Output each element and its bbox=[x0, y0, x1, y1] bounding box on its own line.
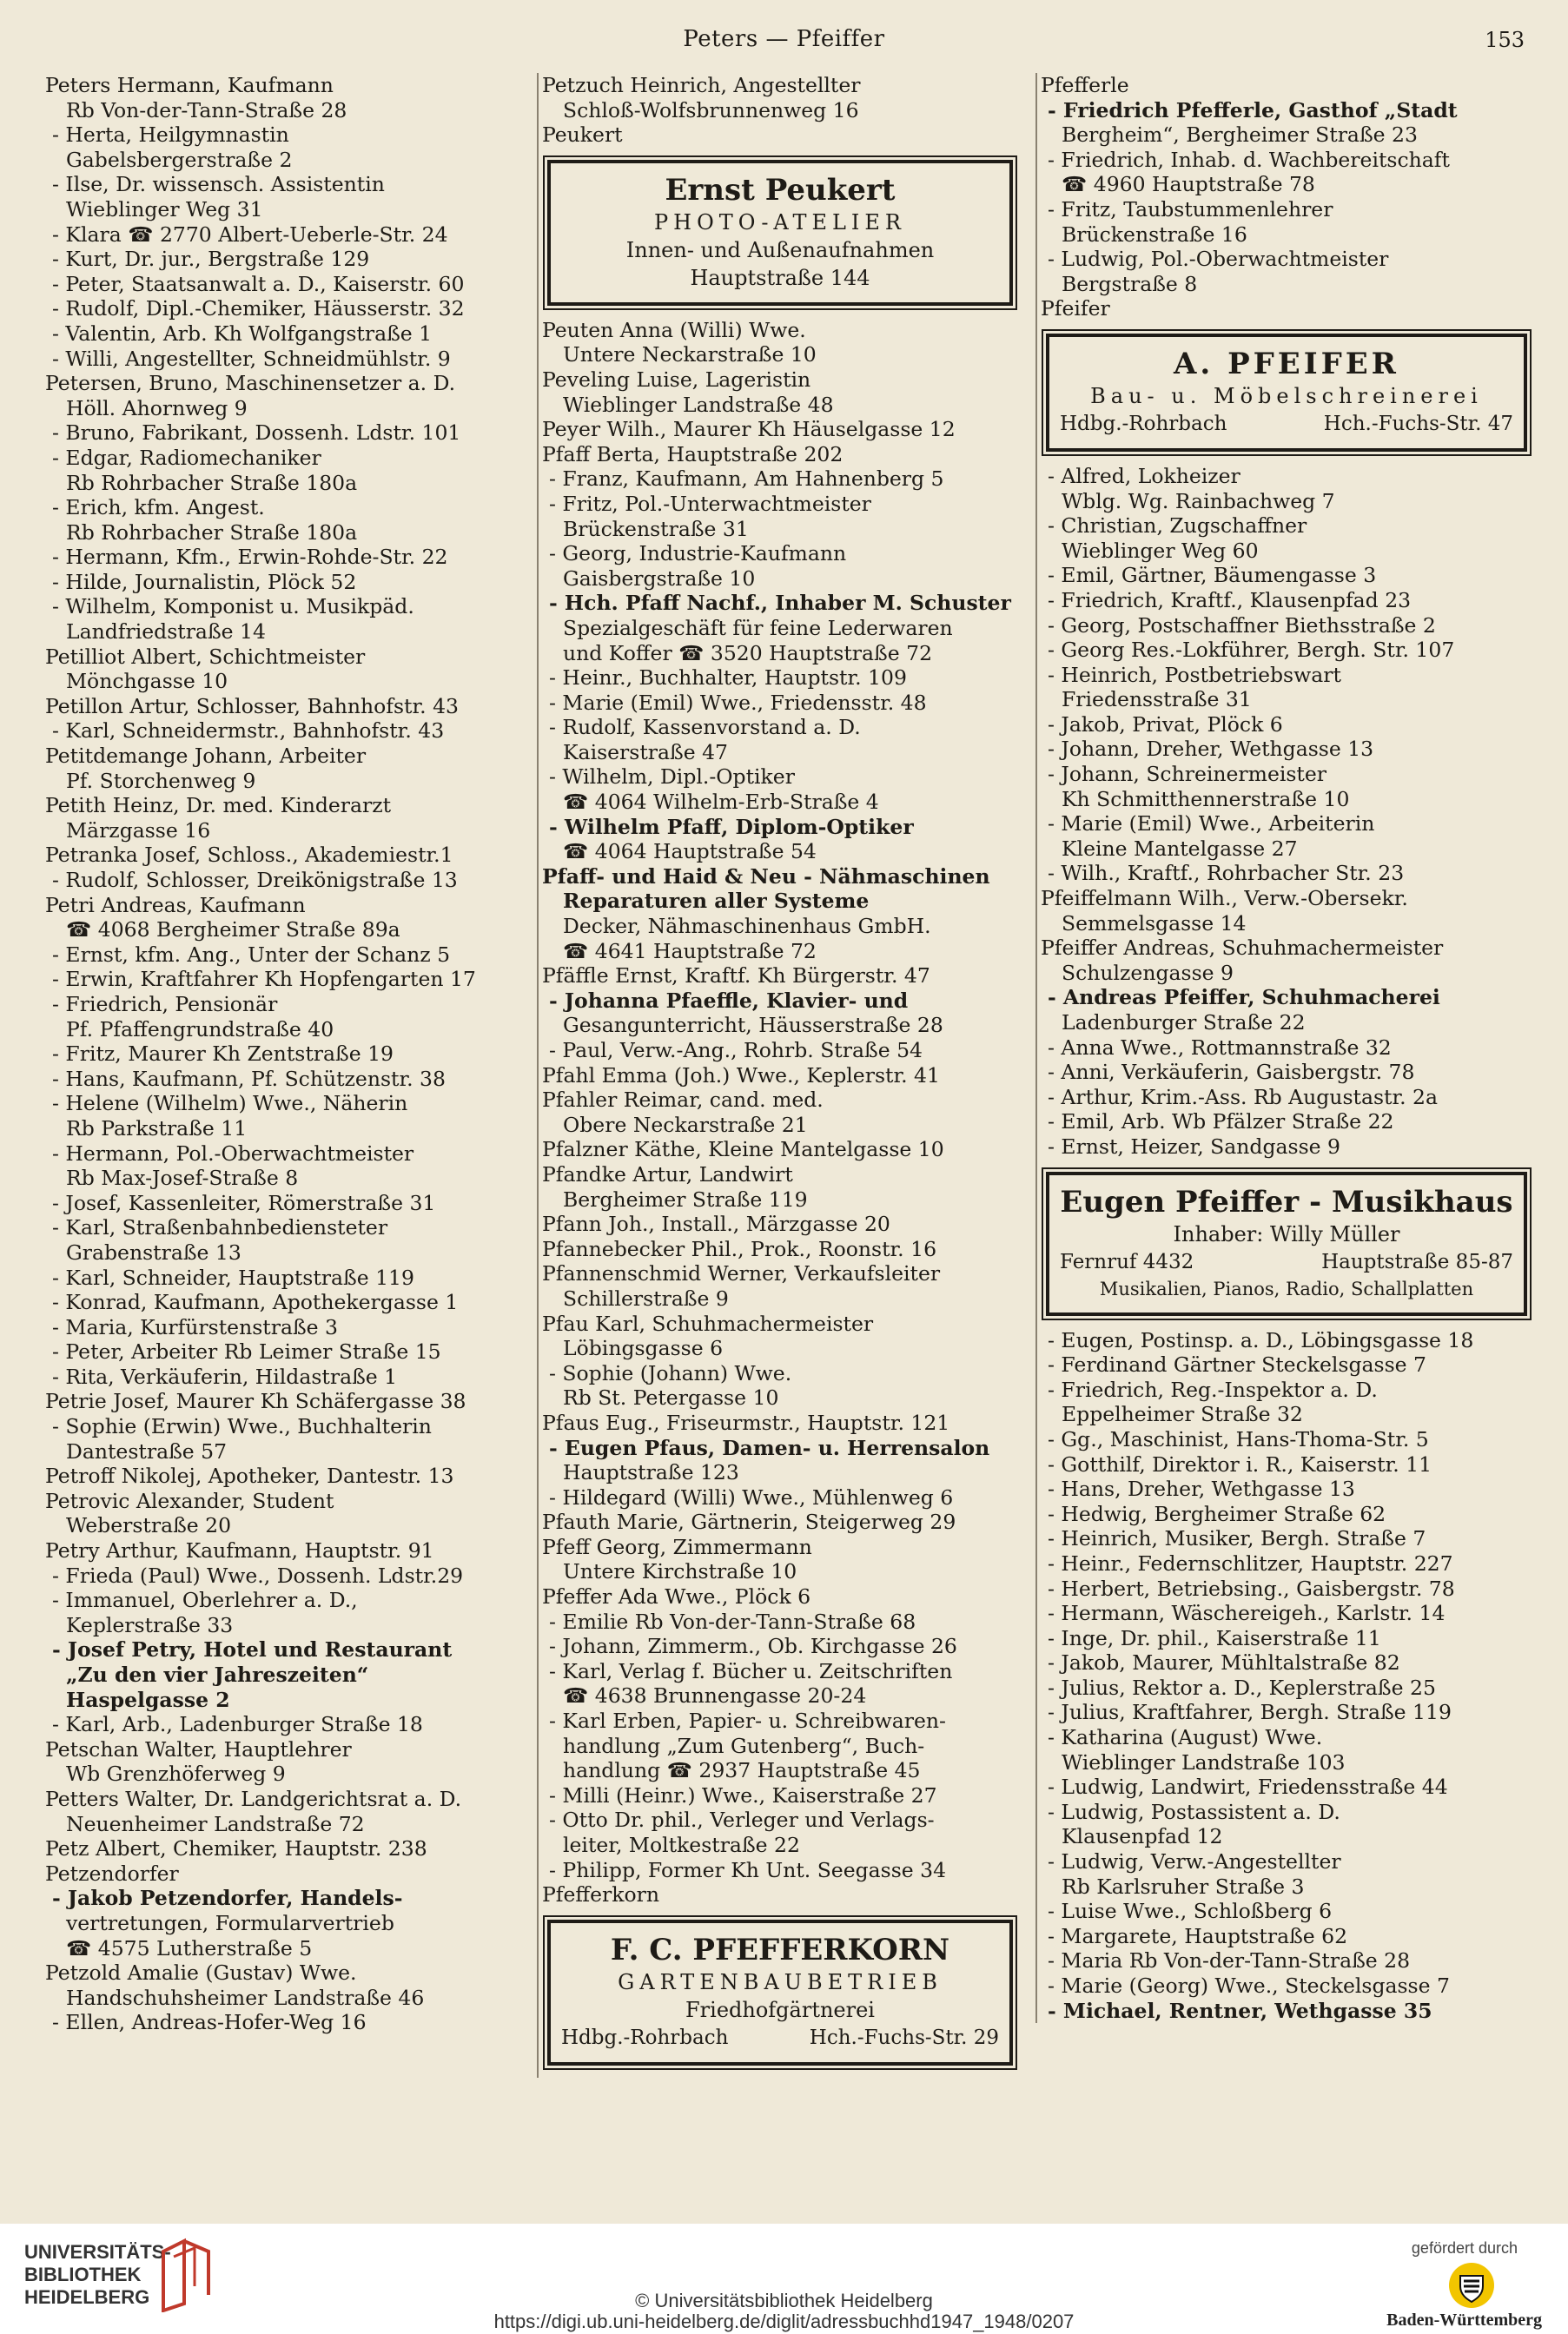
directory-entry: - Heinrich, Postbetriebswart bbox=[1048, 662, 1341, 687]
directory-entry: - Rita, Verkäuferin, Hildastraße 1 bbox=[52, 1364, 398, 1389]
directory-entry: - Herta, Heilgymnastin bbox=[52, 122, 289, 148]
directory-entry-continuation: Ladenburger Straße 22 bbox=[1062, 1010, 1306, 1035]
directory-entry: - Sophie (Erwin) Wwe., Buchhalterin bbox=[52, 1414, 432, 1439]
advertisement-address-part: Hdbg.-Rohrbach bbox=[561, 2026, 729, 2049]
directory-entry-continuation: Kh Schmitthennerstraße 10 bbox=[1062, 786, 1350, 811]
directory-entry-continuation: Bergstraße 8 bbox=[1062, 271, 1198, 296]
directory-entry-continuation: Hauptstraße 123 bbox=[563, 1460, 739, 1485]
directory-entry: Petroff Nikolej, Apotheker, Dantestr. 13 bbox=[45, 1464, 454, 1489]
advertisement-title: Ernst Peukert bbox=[665, 172, 896, 208]
directory-entry: Pfahler Reimar, cand. med. bbox=[542, 1088, 824, 1113]
directory-entry: - Jakob, Maurer, Mühltalstraße 82 bbox=[1048, 1650, 1400, 1676]
directory-entry: - Hch. Pfaff Nachf., Inhaber M. Schuster bbox=[549, 591, 1011, 616]
directory-entry: Petz Albert, Chemiker, Hauptstr. 238 bbox=[45, 1836, 427, 1861]
directory-entry-continuation: Wieblinger Weg 31 bbox=[66, 196, 263, 221]
directory-entry: - Ernst, kfm. Ang., Unter der Schanz 5 bbox=[52, 942, 451, 967]
directory-entry: Pfannenschmid Werner, Verkaufsleiter bbox=[542, 1261, 941, 1286]
directory-entry: - Erich, kfm. Angest. bbox=[52, 495, 265, 520]
directory-entry: - Emilie Rb Von-der-Tann-Straße 68 bbox=[549, 1609, 916, 1634]
directory-entry-continuation: ☎ 4064 Hauptstraße 54 bbox=[563, 839, 817, 864]
directory-entry: - Valentin, Arb. Kh Wolfgangstraße 1 bbox=[52, 321, 433, 346]
directory-entry-continuation: Friedensstraße 31 bbox=[1062, 687, 1252, 712]
directory-entry-continuation: Rb Parkstraße 11 bbox=[66, 1115, 248, 1141]
directory-entry-continuation: Gabelsbergerstraße 2 bbox=[66, 147, 293, 172]
directory-entry: Pfeff Georg, Zimmermann bbox=[542, 1534, 812, 1559]
directory-entry: - Marie (Emil) Wwe., Arbeiterin bbox=[1048, 811, 1375, 836]
directory-entry: Petry Arthur, Kaufmann, Hauptstr. 91 bbox=[45, 1538, 434, 1564]
directory-entry-continuation: Pf. Storchenweg 9 bbox=[66, 768, 256, 793]
directory-entry: Pfeiffelmann Wilh., Verw.-Obersekr. bbox=[1041, 886, 1408, 911]
directory-entry: - Wilhelm, Komponist u. Musikpäd. bbox=[52, 594, 414, 619]
directory-entry: - Emil, Gärtner, Bäumengasse 3 bbox=[1048, 563, 1377, 588]
directory-entry: - Rudolf, Dipl.-Chemiker, Häusserstr. 32 bbox=[52, 296, 465, 321]
directory-entry-continuation: Untere Neckarstraße 10 bbox=[563, 342, 817, 367]
directory-entry-continuation: Gaisbergstraße 10 bbox=[563, 565, 756, 591]
directory-entry: - Hermann, Wäschereigeh., Karlstr. 14 bbox=[1048, 1601, 1446, 1626]
directory-entry: Peukert bbox=[542, 122, 623, 148]
directory-entry: - Erwin, Kraftfahrer Kh Hopfengarten 17 bbox=[52, 967, 476, 992]
directory-entry: Pfaff- und Haid & Neu - Nähmaschinen bbox=[542, 863, 990, 889]
directory-entry: - Ellen, Andreas-Hofer-Weg 16 bbox=[52, 2010, 367, 2035]
directory-entry: - Karl Erben, Papier- u. Schreibwaren- bbox=[549, 1709, 946, 1734]
directory-entry: - Konrad, Kaufmann, Apothekergasse 1 bbox=[52, 1290, 459, 1315]
directory-entry: - Georg, Industrie-Kaufmann bbox=[549, 541, 847, 566]
directory-column-3 bbox=[1035, 73, 1532, 2023]
page-number: 153 bbox=[1485, 28, 1525, 52]
directory-entry: Pfefferkorn bbox=[542, 1882, 660, 1908]
directory-entry: - Heinr., Federnschlitzer, Hauptstr. 227 bbox=[1048, 1550, 1453, 1576]
directory-entry: - Karl, Arb., Ladenburger Straße 18 bbox=[52, 1712, 423, 1737]
directory-entry: - Helene (Wilhelm) Wwe., Näherin bbox=[52, 1091, 408, 1116]
directory-entry: - Friedrich, Kraftf., Klausenpfad 23 bbox=[1048, 587, 1412, 612]
directory-entry-continuation: Brückenstraße 16 bbox=[1062, 221, 1247, 247]
directory-entry: - Andreas Pfeiffer, Schuhmacherei bbox=[1048, 985, 1440, 1010]
directory-entry: - Gotthilf, Direktor i. R., Kaiserstr. 11 bbox=[1048, 1451, 1432, 1477]
directory-entry-continuation: Mönchgasse 10 bbox=[66, 669, 228, 694]
directory-entry: - Rudolf, Schlosser, Dreikönigstraße 13 bbox=[52, 868, 458, 892]
directory-entry-continuation: handlung ☎ 2937 Hauptstraße 45 bbox=[563, 1758, 921, 1783]
directory-entry: - Hermann, Kfm., Erwin-Rohde-Str. 22 bbox=[52, 545, 448, 570]
directory-entry: - Kurt, Dr. jur., Bergstraße 129 bbox=[52, 247, 370, 272]
directory-entry: - Wilhelm Pfaff, Diplom-Optiker bbox=[549, 814, 914, 839]
directory-entry: - Luise Wwe., Schloßberg 6 bbox=[1048, 1899, 1333, 1924]
directory-entry-continuation: Neuenheimer Landstraße 72 bbox=[66, 1811, 365, 1836]
directory-entry: Pfauth Marie, Gärtnerin, Steigerweg 29 bbox=[542, 1510, 956, 1535]
directory-entry-continuation: Schillerstraße 9 bbox=[563, 1286, 729, 1311]
footer-bar bbox=[0, 2224, 1568, 2334]
advertisement-line: PHOTO-ATELIER bbox=[654, 209, 906, 235]
directory-entry-continuation: Decker, Nähmaschinenhaus GmbH. bbox=[563, 914, 931, 939]
directory-entry: - Fritz, Maurer Kh Zentstraße 19 bbox=[52, 1041, 394, 1067]
directory-entry: - Herbert, Betriebsing., Gaisbergstr. 78 bbox=[1048, 1576, 1455, 1601]
directory-entry: - Josef, Kassenleiter, Römerstraße 31 bbox=[52, 1190, 436, 1215]
directory-entry: - Karl, Verlag f. Bücher u. Zeitschriften bbox=[549, 1658, 953, 1683]
directory-entry: Petrie Josef, Maurer Kh Schäfergasse 38 bbox=[45, 1389, 466, 1414]
state-coat-of-arms-icon[interactable] bbox=[1448, 2262, 1495, 2309]
directory-entry-continuation: Wieblinger Landstraße 48 bbox=[563, 392, 834, 417]
directory-entry: - Emil, Arb. Wb Pfälzer Straße 22 bbox=[1048, 1109, 1394, 1134]
library-logo-line: HEIDELBERG bbox=[24, 2286, 150, 2308]
directory-entry: - Frieda (Paul) Wwe., Dossenh. Ldstr.29 bbox=[52, 1563, 464, 1588]
directory-entry: Peyer Wilh., Maurer Kh Häuselgasse 12 bbox=[542, 417, 956, 442]
directory-entry-continuation: Schloß-Wolfsbrunnenweg 16 bbox=[563, 97, 859, 122]
directory-entry-continuation: Brückenstraße 31 bbox=[563, 516, 749, 541]
directory-entry-continuation: Eppelheimer Straße 32 bbox=[1062, 1402, 1303, 1427]
directory-entry: - Peter, Arbeiter Rb Leimer Straße 15 bbox=[52, 1339, 441, 1365]
directory-entry-continuation: Untere Kirchstraße 10 bbox=[563, 1559, 797, 1584]
advertisement-box bbox=[1046, 1172, 1527, 1316]
directory-entry: Pfahl Emma (Joh.) Wwe., Keplerstr. 41 bbox=[542, 1062, 940, 1088]
directory-entry-continuation: Wblg. Wg. Rainbachweg 7 bbox=[1062, 488, 1335, 513]
directory-entry-continuation: Pf. Pfaffengrundstraße 40 bbox=[66, 1016, 334, 1041]
directory-entry-continuation: Haspelgasse 2 bbox=[66, 1687, 230, 1712]
directory-entry: - Willi, Angestellter, Schneidmühlstr. 9 bbox=[52, 346, 451, 371]
directory-entry: - Jakob Petzendorfer, Handels- bbox=[52, 1886, 403, 1911]
directory-entry: - Bruno, Fabrikant, Dossenh. Ldstr. 101 bbox=[52, 420, 461, 446]
directory-entry: - Wilh., Kraftf., Rohrbacher Str. 23 bbox=[1048, 861, 1405, 886]
directory-entry: - Maria Rb Von-der-Tann-Straße 28 bbox=[1048, 1948, 1411, 1974]
directory-entry: - Hildegard (Willi) Wwe., Mühlenweg 6 bbox=[549, 1484, 954, 1510]
advertisement-address-part: Hch.-Fuchs-Str. 29 bbox=[809, 2026, 999, 2049]
directory-entry: - Fritz, Pol.-Unterwachtmeister bbox=[549, 491, 871, 516]
source-url-link[interactable]: https://digi.ub.uni-heidelberg.de/diglit/adressbuchhd1947_1948/0207 bbox=[493, 2311, 1075, 2332]
advertisement-line: Innen- und Außenaufnahmen bbox=[625, 237, 935, 262]
directory-entry: Petri Andreas, Kaufmann bbox=[45, 892, 306, 917]
directory-entry-continuation: Schulzengasse 9 bbox=[1062, 960, 1234, 985]
directory-entry: - Hermann, Pol.-Oberwachtmeister bbox=[52, 1141, 414, 1166]
library-logo-line: UNIVERSITÄTS- bbox=[24, 2241, 171, 2263]
directory-entry-continuation: Rb St. Petergasse 10 bbox=[563, 1385, 779, 1411]
directory-entry: - Eugen Pfaus, Damen- u. Herrensalon bbox=[549, 1435, 990, 1460]
directory-entry-continuation: ☎ 4641 Hauptstraße 72 bbox=[563, 938, 817, 963]
running-head bbox=[0, 24, 1568, 59]
directory-entry: - Wilhelm, Dipl.-Optiker bbox=[549, 764, 795, 790]
directory-entry: - Johann, Zimmerm., Ob. Kirchgasse 26 bbox=[549, 1634, 957, 1659]
directory-entry: - Julius, Kraftfahrer, Bergh. Straße 119 bbox=[1048, 1700, 1452, 1725]
directory-entry: - Marie (Emil) Wwe., Friedensstr. 48 bbox=[549, 690, 927, 715]
directory-entry: - Josef Petry, Hotel und Restaurant bbox=[52, 1637, 453, 1663]
directory-entry: - Hedwig, Bergheimer Straße 62 bbox=[1048, 1501, 1386, 1526]
directory-entry-continuation: Klausenpfad 12 bbox=[1062, 1824, 1223, 1849]
directory-entry-continuation: handlung „Zum Gutenberg“, Buch- bbox=[563, 1733, 925, 1758]
advertisement-address-part: Hch.-Fuchs-Str. 47 bbox=[1323, 412, 1513, 435]
directory-entry: Pfannebecker Phil., Prok., Roonstr. 16 bbox=[542, 1236, 937, 1261]
directory-entry-continuation: Märzgasse 16 bbox=[66, 817, 211, 843]
directory-entry-continuation: Wieblinger Landstraße 103 bbox=[1062, 1749, 1346, 1775]
directory-entry: - Maria, Kurfürstenstraße 3 bbox=[52, 1314, 338, 1339]
directory-entry: - Milli (Heinr.) Wwe., Kaiserstraße 27 bbox=[549, 1782, 937, 1808]
directory-entry: - Heinr., Buchhalter, Hauptstr. 109 bbox=[549, 665, 907, 691]
directory-entry: Pfandke Artur, Landwirt bbox=[542, 1161, 793, 1187]
directory-entry: Pfefferle bbox=[1041, 73, 1129, 97]
advertisement-line: GARTENBAUBETRIEB bbox=[618, 1969, 943, 1994]
directory-entry: - Jakob, Privat, Plöck 6 bbox=[1048, 711, 1283, 737]
directory-entry-continuation: ☎ 4638 Brunnengasse 20-24 bbox=[563, 1683, 867, 1709]
directory-entry: - Ludwig, Postassistent a. D. bbox=[1048, 1799, 1340, 1824]
directory-entry-continuation: Grabenstraße 13 bbox=[66, 1240, 241, 1265]
directory-entry-continuation: Bergheimer Straße 119 bbox=[563, 1187, 808, 1212]
directory-entry: - Friedrich, Reg.-Inspektor a. D. bbox=[1048, 1377, 1378, 1402]
directory-entry: - Hilde, Journalistin, Plöck 52 bbox=[52, 569, 357, 594]
directory-entry: Pfäffle Ernst, Kraftf. Kh Bürgerstr. 47 bbox=[542, 963, 930, 988]
directory-entry-continuation: Semmelsgasse 14 bbox=[1062, 910, 1247, 936]
directory-entry: - Rudolf, Kassenvorstand a. D. bbox=[549, 715, 861, 740]
directory-entry-continuation: Rb Rohrbacher Straße 180a bbox=[66, 470, 358, 495]
directory-entry: Pfeifer bbox=[1041, 296, 1110, 321]
directory-entry-continuation: Spezialgeschäft für feine Lederwaren bbox=[563, 615, 953, 640]
directory-entry: - Friedrich Pfefferle, Gasthof „Stadt bbox=[1048, 97, 1458, 122]
funder-label: gefördert durch bbox=[1411, 2239, 1518, 2257]
directory-entry-continuation: Wieblinger Weg 60 bbox=[1062, 538, 1259, 563]
directory-entry: - Hans, Dreher, Wethgasse 13 bbox=[1048, 1477, 1355, 1502]
directory-entry-continuation: Obere Neckarstraße 21 bbox=[563, 1112, 808, 1137]
directory-entry-continuation: Höll. Ahornweg 9 bbox=[66, 395, 248, 420]
directory-entry: - Marie (Georg) Wwe., Steckelsgasse 7 bbox=[1048, 1974, 1450, 1998]
advertisement-line: Bau- u. Möbelschreinerei bbox=[1090, 383, 1483, 408]
directory-entry: Pfaus Eug., Friseurmstr., Hauptstr. 121 bbox=[542, 1410, 950, 1435]
directory-entry: - Gg., Maschinist, Hans-Thoma-Str. 5 bbox=[1048, 1426, 1429, 1451]
running-title: Peters — Pfeiffer bbox=[683, 26, 885, 52]
advertisement-line: Hauptstraße 144 bbox=[690, 265, 870, 290]
directory-entry-continuation: Kaiserstraße 47 bbox=[563, 739, 729, 764]
directory-entry: Peveling Luise, Lageristin bbox=[542, 367, 811, 392]
advertisement-title: Eugen Pfeiffer - Musikhaus bbox=[1060, 1184, 1513, 1220]
directory-entry: - Friedrich, Pensionär bbox=[52, 991, 278, 1016]
directory-entry: Petillon Artur, Schlosser, Bahnhofstr. 43 bbox=[45, 693, 459, 718]
directory-entry: Pfeffer Ada Wwe., Plöck 6 bbox=[542, 1584, 811, 1610]
directory-entry-continuation: vertretungen, Formularvertrieb bbox=[66, 1910, 394, 1935]
directory-entry: - Fritz, Taubstummenlehrer bbox=[1048, 196, 1333, 221]
directory-entry: - Heinrich, Musiker, Bergh. Straße 7 bbox=[1048, 1526, 1426, 1551]
directory-entry: - Julius, Rektor a. D., Keplerstraße 25 bbox=[1048, 1675, 1436, 1700]
directory-entry-continuation: Rb Karlsruher Straße 3 bbox=[1062, 1874, 1305, 1899]
directory-entry-continuation: ☎ 4575 Lutherstraße 5 bbox=[66, 1935, 313, 1960]
directory-entry: - Michael, Rentner, Wethgasse 35 bbox=[1048, 1998, 1432, 2023]
directory-entry: Pfeiffer Andreas, Schuhmachermeister bbox=[1041, 936, 1444, 961]
directory-entry: Pfau Karl, Schuhmachermeister bbox=[542, 1311, 874, 1336]
advertisement-line: Inhaber: Willy Müller bbox=[1173, 1221, 1400, 1246]
directory-entry: - Karl, Straßenbahnbediensteter bbox=[52, 1215, 388, 1240]
directory-entry: - Johann, Schreinermeister bbox=[1048, 762, 1327, 787]
directory-entry: Pfalzner Käthe, Kleine Mantelgasse 10 bbox=[542, 1137, 944, 1162]
directory-entry: - Hans, Kaufmann, Pf. Schützenstr. 38 bbox=[52, 1066, 446, 1091]
directory-entry-continuation: Bergheim“, Bergheimer Straße 23 bbox=[1062, 122, 1418, 148]
advertisement-address-part: Hauptstraße 85-87 bbox=[1321, 1250, 1513, 1273]
advertisement-tagline: Musikalien, Pianos, Radio, Schallplatten bbox=[1099, 1278, 1474, 1299]
advertisement-line: Friedhofgärtnerei bbox=[685, 1997, 875, 2022]
directory-entry: - Georg Res.-Lokführer, Bergh. Str. 107 bbox=[1048, 638, 1455, 663]
library-logo-line: BIBLIOTHEK bbox=[24, 2264, 142, 2285]
directory-entry: - Friedrich, Inhab. d. Wachbereitschaft bbox=[1048, 147, 1450, 172]
directory-entry-continuation: leiter, Moltkestraße 22 bbox=[563, 1833, 800, 1857]
directory-entry-continuation: Landfriedstraße 14 bbox=[66, 619, 266, 645]
advertisement-title: F. C. PFEFFERKORN bbox=[610, 1932, 950, 1967]
advertisement-address-part: Hdbg.-Rohrbach bbox=[1060, 412, 1227, 435]
directory-entry: Petranka Josef, Schloss., Akademiestr.1 bbox=[45, 843, 453, 868]
directory-entry: - Edgar, Radiomechaniker bbox=[52, 445, 321, 470]
directory-entry: - Franz, Kaufmann, Am Hahnenberg 5 bbox=[549, 466, 944, 492]
directory-entry: - Ilse, Dr. wissensch. Assistentin bbox=[52, 172, 385, 197]
directory-entry: - Sophie (Johann) Wwe. bbox=[549, 1360, 792, 1385]
directory-entry: - Klara ☎ 2770 Albert-Ueberle-Str. 24 bbox=[52, 221, 448, 247]
directory-entry: - Ferdinand Gärtner Steckelsgasse 7 bbox=[1048, 1352, 1426, 1378]
directory-entry-continuation: Wb Grenzhöferweg 9 bbox=[66, 1762, 286, 1787]
directory-entry: - Peter, Staatsanwalt a. D., Kaiserstr. 60 bbox=[52, 271, 465, 296]
directory-entry-continuation: Keplerstraße 33 bbox=[66, 1612, 234, 1637]
directory-entry: Petzendorfer bbox=[45, 1861, 179, 1886]
directory-entry-continuation: ☎ 4064 Wilhelm-Erb-Straße 4 bbox=[563, 790, 879, 815]
directory-entry: Petzuch Heinrich, Angestellter bbox=[542, 73, 861, 97]
advertisement-address-row bbox=[1060, 410, 1513, 438]
directory-entry: - Christian, Zugschaffner bbox=[1048, 513, 1307, 539]
advertisement-title: A. PFEIFER bbox=[1174, 346, 1399, 381]
directory-entry: Petschan Walter, Hauptlehrer bbox=[45, 1736, 352, 1762]
directory-entry: Petith Heinz, Dr. med. Kinderarzt bbox=[45, 793, 392, 818]
directory-entry: Pfann Joh., Install., Märzgasse 20 bbox=[542, 1212, 890, 1237]
directory-entry-continuation: Weberstraße 20 bbox=[66, 1513, 232, 1538]
directory-entry: - Katharina (August) Wwe. bbox=[1048, 1725, 1323, 1750]
advertisement-address-part: Fernruf 4432 bbox=[1060, 1250, 1194, 1273]
directory-entry: Petitdemange Johann, Arbeiter bbox=[45, 744, 367, 769]
directory-entry: Petters Walter, Dr. Landgerichtsrat a. D. bbox=[45, 1786, 462, 1811]
directory-entry: Petersen, Bruno, Maschinensetzer a. D. bbox=[45, 371, 456, 396]
directory-entry: Peuten Anna (Willi) Wwe. bbox=[542, 317, 806, 342]
funder-name: Baden-Württemberg bbox=[1386, 2311, 1542, 2330]
directory-entry-continuation: Gesangunterricht, Häusserstraße 28 bbox=[563, 1013, 943, 1038]
directory-entry: - Georg, Postschaffner Biethsstraße 2 bbox=[1048, 612, 1436, 638]
directory-entry: Petzold Amalie (Gustav) Wwe. bbox=[45, 1960, 357, 1986]
directory-entry: - Ludwig, Landwirt, Friedensstraße 44 bbox=[1048, 1775, 1448, 1800]
directory-entry-continuation: und Koffer ☎ 3520 Hauptstraße 72 bbox=[563, 640, 933, 665]
directory-entry: - Otto Dr. phil., Verleger und Verlags- bbox=[549, 1808, 935, 1833]
advertisement-address-row bbox=[1060, 1248, 1513, 1276]
directory-entry-continuation: Rb Max-Josef-Straße 8 bbox=[66, 1166, 299, 1191]
copyright-notice: © Universitätsbibliothek Heidelberg bbox=[635, 2290, 933, 2311]
directory-entry-continuation: ☎ 4068 Bergheimer Straße 89a bbox=[66, 917, 400, 942]
directory-entry-continuation: Reparaturen aller Systeme bbox=[563, 889, 870, 914]
directory-entry: - Anni, Verkäuferin, Gaisbergstr. 78 bbox=[1048, 1060, 1415, 1085]
directory-entry: - Karl, Schneider, Hauptstraße 119 bbox=[52, 1265, 414, 1290]
directory-entry: - Arthur, Krim.-Ass. Rb Augustastr. 2a bbox=[1048, 1084, 1439, 1109]
directory-entry-continuation: Rb Von-der-Tann-Straße 28 bbox=[66, 97, 347, 122]
directory-entry: - Ernst, Heizer, Sandgasse 9 bbox=[1048, 1134, 1340, 1159]
directory-entry-continuation: ☎ 4960 Hauptstraße 78 bbox=[1062, 172, 1315, 197]
directory-entry: - Johann, Dreher, Wethgasse 13 bbox=[1048, 737, 1374, 762]
directory-entry-continuation: Dantestraße 57 bbox=[66, 1438, 228, 1464]
directory-entry: - Paul, Verw.-Ang., Rohrb. Straße 54 bbox=[549, 1038, 923, 1062]
directory-entry: - Ludwig, Verw.-Angestellter bbox=[1048, 1849, 1341, 1874]
directory-entry: - Karl, Schneidermstr., Bahnhofstr. 43 bbox=[52, 718, 445, 744]
advertisement-box bbox=[547, 1920, 1013, 2066]
directory-entry: - Philipp, Former Kh Unt. Seegasse 34 bbox=[549, 1857, 947, 1882]
directory-entry: - Johanna Pfaeffle, Klavier- und bbox=[549, 988, 909, 1013]
directory-entry: Peters Hermann, Kaufmann bbox=[45, 73, 334, 97]
advertisement-box bbox=[547, 160, 1013, 306]
directory-entry-continuation: „Zu den vier Jahreszeiten“ bbox=[66, 1663, 369, 1687]
directory-entry: - Eugen, Postinsp. a. D., Löbingsgasse 18 bbox=[1048, 1327, 1474, 1352]
directory-entry: - Ludwig, Pol.-Oberwachtmeister bbox=[1048, 247, 1389, 272]
advertisement-address-row bbox=[561, 2024, 999, 2052]
directory-entry: - Inge, Dr. phil., Kaiserstraße 11 bbox=[1048, 1625, 1381, 1650]
directory-entry-continuation: Löbingsgasse 6 bbox=[563, 1336, 724, 1361]
directory-entry: - Immanuel, Oberlehrer a. D., bbox=[52, 1588, 358, 1613]
directory-entry: Petilliot Albert, Schichtmeister bbox=[45, 644, 366, 669]
directory-column-2 bbox=[537, 73, 1018, 2078]
directory-entry-continuation: Rb Rohrbacher Straße 180a bbox=[66, 519, 358, 545]
directory-entry: - Anna Wwe., Rottmannstraße 32 bbox=[1048, 1035, 1392, 1060]
directory-entry: Petrovic Alexander, Student bbox=[45, 1488, 334, 1513]
directory-entry-continuation: Kleine Mantelgasse 27 bbox=[1062, 836, 1298, 861]
directory-entry-continuation: Handschuhsheimer Landstraße 46 bbox=[66, 1985, 425, 2010]
directory-entry: Pfaff Berta, Hauptstraße 202 bbox=[542, 441, 844, 466]
advertisement-box bbox=[1046, 334, 1527, 452]
directory-entry: - Margarete, Hauptstraße 62 bbox=[1048, 1923, 1348, 1948]
directory-entry: - Alfred, Lokheizer bbox=[1048, 463, 1241, 488]
directory-column-1 bbox=[45, 73, 532, 2035]
